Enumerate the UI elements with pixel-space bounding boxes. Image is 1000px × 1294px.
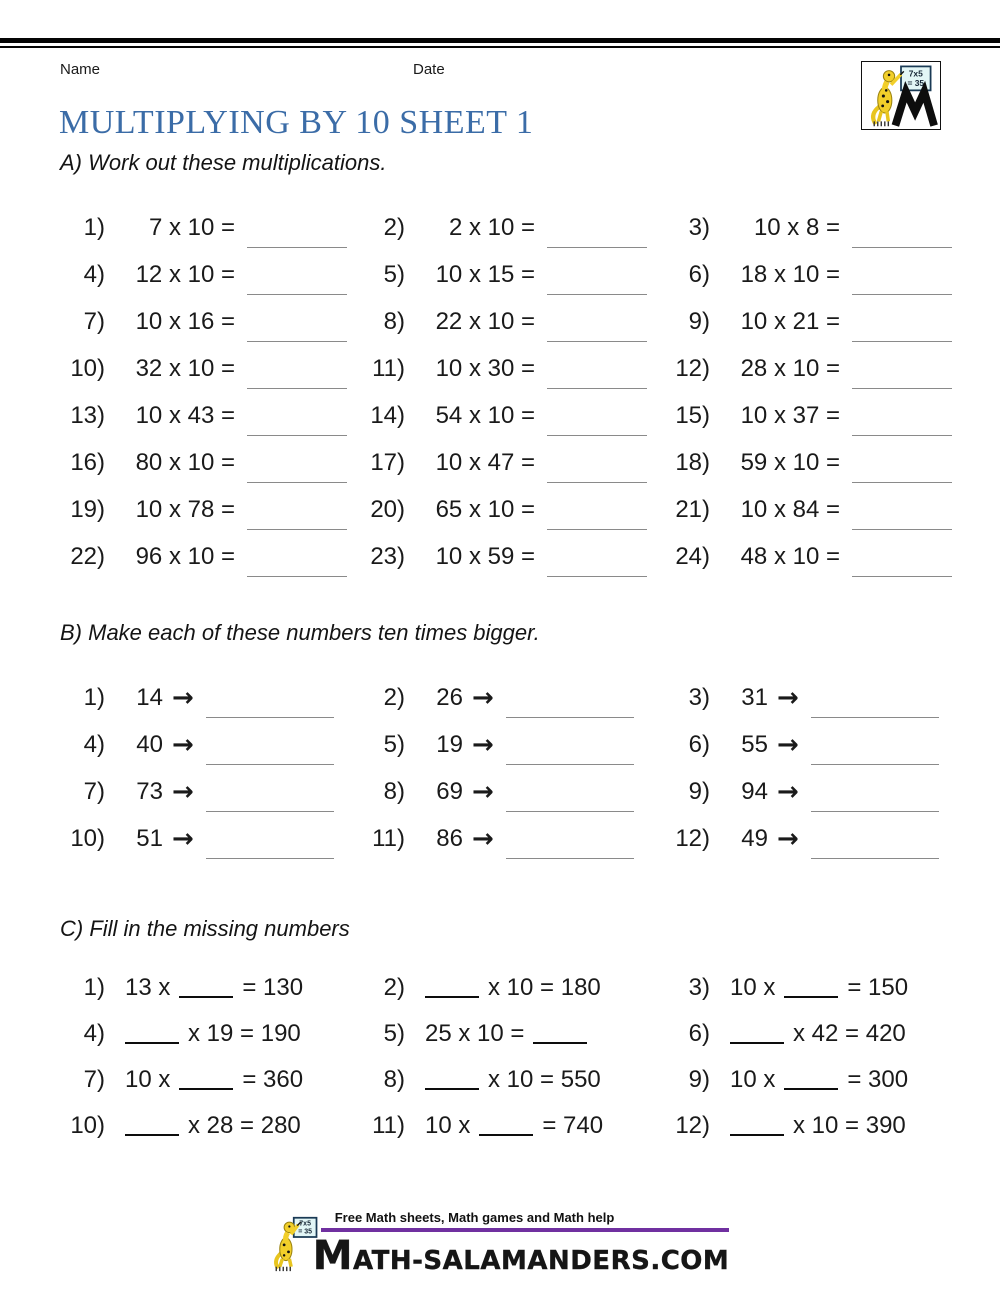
problem-expression: 10 x 37 =	[740, 401, 840, 429]
problem-post-text: x 10 = 180	[488, 974, 601, 1001]
salamander-logo-icon	[864, 65, 938, 127]
c-problem	[360, 1103, 665, 1149]
problem-number: 3)	[688, 974, 710, 1001]
problem-number: 11)	[372, 354, 405, 382]
problem-value: 31	[741, 683, 768, 711]
answer-blank	[811, 764, 939, 765]
problem-number: 9)	[688, 1066, 710, 1093]
missing-number-blank	[425, 996, 479, 998]
c-problem	[60, 1057, 360, 1103]
problem-expression: 65 x 10 =	[435, 495, 535, 523]
section-b-label: B) Make each of these numbers ten times bigger.	[60, 620, 540, 645]
footer-site-name: MATH-SALAMANDERS.COM	[312, 1232, 730, 1279]
footer-tagline: Free Math sheets, Math games and Math help	[334, 1210, 615, 1225]
answer-blank	[852, 576, 952, 577]
a-problem	[665, 251, 965, 298]
problem-number: 5)	[383, 730, 405, 758]
problem-post-text: x 10 = 390	[793, 1112, 906, 1139]
problem-expression: 54 x 10 =	[435, 401, 535, 429]
problem-number: 6)	[688, 730, 710, 758]
answer-blank	[547, 294, 647, 295]
problem-post-text: = 740	[542, 1112, 604, 1139]
problem-expression: 10 x 16 =	[135, 307, 235, 335]
b-problem	[60, 815, 360, 862]
problem-post-text: x 10 = 550	[488, 1066, 601, 1093]
problem-value: 19	[436, 730, 463, 758]
problem-number: 1)	[83, 213, 105, 241]
a-problem	[60, 486, 360, 533]
problem-expression: 10 x 21 =	[740, 307, 840, 335]
problem-number: 6)	[688, 1020, 710, 1047]
section-a-label: A) Work out these multiplications.	[60, 150, 387, 175]
b-problem	[665, 815, 965, 862]
c-problem	[360, 1011, 665, 1057]
problem-expression: 10 x 47 =	[435, 448, 535, 476]
answer-blank	[247, 247, 347, 248]
section-c-label: C) Fill in the missing numbers	[60, 916, 350, 941]
problem-number: 8)	[383, 307, 405, 335]
c-problem	[60, 1011, 360, 1057]
problem-post-text: x 19 = 190	[188, 1020, 301, 1047]
problem-number: 7)	[83, 307, 105, 335]
b-problem	[60, 768, 360, 815]
answer-blank	[547, 482, 647, 483]
answer-blank	[852, 341, 952, 342]
problem-number: 4)	[83, 730, 105, 758]
problem-number: 12)	[675, 824, 710, 852]
problem-post-text: x 42 = 420	[793, 1020, 906, 1047]
problem-expression: 10 x 15 =	[435, 260, 535, 288]
problem-number: 11)	[372, 1112, 405, 1139]
problem-number: 10)	[70, 1112, 105, 1139]
section-a-problems	[60, 204, 970, 580]
problem-value: 55	[741, 730, 768, 758]
problem-number: 18)	[675, 448, 710, 476]
problem-expression: 10 x 30 =	[435, 354, 535, 382]
top-rule-thin	[0, 46, 1000, 48]
problem-number: 14)	[370, 401, 405, 429]
c-problem	[360, 1057, 665, 1103]
answer-blank	[247, 435, 347, 436]
problem-number: 5)	[383, 260, 405, 288]
arrow-icon: →	[777, 823, 799, 854]
name-label: Name	[60, 61, 101, 78]
b-problem	[360, 768, 665, 815]
answer-blank	[206, 717, 334, 718]
answer-blank	[547, 341, 647, 342]
problem-number: 13)	[70, 401, 105, 429]
logo-board-line2: = 35	[907, 77, 925, 88]
b-problem	[60, 721, 360, 768]
answer-blank	[206, 858, 334, 859]
problem-number: 24)	[675, 542, 710, 570]
problem-number: 23)	[370, 542, 405, 570]
answer-blank	[247, 388, 347, 389]
problem-expression: 10 x 59 =	[435, 542, 535, 570]
arrow-icon: →	[172, 776, 194, 807]
answer-blank	[852, 294, 952, 295]
problem-value: 49	[741, 824, 768, 852]
missing-number-blank	[479, 1134, 533, 1136]
problem-number: 7)	[83, 1066, 105, 1093]
missing-number-blank	[425, 1088, 479, 1090]
problem-expression: 28 x 10 =	[740, 354, 840, 382]
problem-number: 2)	[383, 683, 405, 711]
problem-post-text: = 360	[242, 1066, 304, 1093]
a-problem	[665, 486, 965, 533]
arrow-icon: →	[472, 682, 494, 713]
answer-blank	[506, 717, 634, 718]
problem-expression: 80 x 10 =	[135, 448, 235, 476]
problem-number: 20)	[370, 495, 405, 523]
answer-blank	[247, 482, 347, 483]
problem-number: 5)	[383, 1020, 405, 1047]
missing-number-blank	[125, 1134, 179, 1136]
b-problem	[665, 768, 965, 815]
c-problem	[360, 965, 665, 1011]
missing-number-blank	[533, 1042, 587, 1044]
problem-expression: 48 x 10 =	[740, 542, 840, 570]
problem-pre-text: 10 x	[730, 974, 776, 1001]
answer-blank	[547, 529, 647, 530]
problem-expression: 96 x 10 =	[135, 542, 235, 570]
a-problem	[60, 345, 360, 392]
a-problem	[665, 533, 965, 580]
problem-number: 16)	[70, 448, 105, 476]
problem-post-text: = 300	[847, 1066, 909, 1093]
problem-pre-text: 10 x	[730, 1066, 776, 1093]
a-problem	[360, 204, 665, 251]
answer-blank	[811, 717, 939, 718]
b-problem	[360, 815, 665, 862]
problem-expression: 10 x 78 =	[135, 495, 235, 523]
problem-value: 94	[741, 777, 768, 805]
problem-value: 69	[436, 777, 463, 805]
answer-blank	[547, 576, 647, 577]
problem-value: 86	[436, 824, 463, 852]
problem-value: 26	[436, 683, 463, 711]
a-problem	[665, 298, 965, 345]
problem-expression: 10 x 43 =	[135, 401, 235, 429]
answer-blank	[852, 388, 952, 389]
footer-purple-rule	[321, 1228, 730, 1232]
problem-expression: 7 x 10 =	[148, 213, 235, 241]
problem-expression: 22 x 10 =	[435, 307, 535, 335]
problem-post-text: x 28 = 280	[188, 1112, 301, 1139]
problem-pre-text: 10 x	[425, 1112, 471, 1139]
arrow-icon: →	[172, 729, 194, 760]
problem-number: 9)	[688, 777, 710, 805]
footer-text-column	[312, 1210, 730, 1279]
problem-expression: 32 x 10 =	[135, 354, 235, 382]
problem-number: 3)	[688, 213, 710, 241]
arrow-icon: →	[777, 776, 799, 807]
problem-value: 40	[136, 730, 163, 758]
answer-blank	[811, 811, 939, 812]
problem-pre-text: 10 x	[125, 1066, 171, 1093]
missing-number-blank	[179, 1088, 233, 1090]
c-problem	[665, 1011, 965, 1057]
problem-number: 1)	[83, 974, 105, 1001]
problem-number: 4)	[83, 1020, 105, 1047]
arrow-icon: →	[472, 823, 494, 854]
problem-post-text: = 130	[242, 974, 304, 1001]
a-problem	[360, 345, 665, 392]
answer-blank	[852, 529, 952, 530]
b-problem	[665, 721, 965, 768]
a-problem	[360, 392, 665, 439]
problem-number: 21)	[675, 495, 710, 523]
answer-blank	[247, 576, 347, 577]
section-b-problems	[60, 674, 970, 862]
answer-blank	[247, 341, 347, 342]
c-problem	[665, 965, 965, 1011]
a-problem	[360, 486, 665, 533]
a-problem	[60, 533, 360, 580]
header-logo-box	[861, 61, 941, 130]
problem-number: 2)	[383, 974, 405, 1001]
arrow-icon: →	[172, 682, 194, 713]
a-problem	[360, 439, 665, 486]
answer-blank	[206, 811, 334, 812]
c-problem	[665, 1057, 965, 1103]
arrow-icon: →	[472, 729, 494, 760]
b-problem	[665, 674, 965, 721]
a-problem	[360, 533, 665, 580]
top-rule-thick	[0, 38, 1000, 43]
problem-pre-text: 13 x	[125, 974, 171, 1001]
answer-blank	[547, 435, 647, 436]
missing-number-blank	[784, 996, 838, 998]
problem-value: 51	[136, 824, 163, 852]
problem-number: 22)	[70, 542, 105, 570]
problem-number: 6)	[688, 260, 710, 288]
answer-blank	[547, 388, 647, 389]
missing-number-blank	[730, 1134, 784, 1136]
a-problem	[665, 392, 965, 439]
problem-number: 3)	[688, 683, 710, 711]
answer-blank	[506, 811, 634, 812]
arrow-icon: →	[472, 776, 494, 807]
b-problem	[360, 721, 665, 768]
answer-blank	[247, 294, 347, 295]
a-problem	[360, 298, 665, 345]
answer-blank	[852, 247, 952, 248]
arrow-icon: →	[172, 823, 194, 854]
problem-expression: 10 x 8 =	[753, 213, 840, 241]
missing-number-blank	[179, 996, 233, 998]
problem-number: 19)	[70, 495, 105, 523]
footer-board-line2: = 35	[297, 1228, 312, 1236]
b-problem	[60, 674, 360, 721]
problem-number: 9)	[688, 307, 710, 335]
problem-number: 7)	[83, 777, 105, 805]
problem-number: 4)	[83, 260, 105, 288]
b-problem	[360, 674, 665, 721]
a-problem	[360, 251, 665, 298]
problem-number: 8)	[383, 1066, 405, 1093]
missing-number-blank	[125, 1042, 179, 1044]
problem-expression: 2 x 10 =	[448, 213, 535, 241]
a-problem	[60, 204, 360, 251]
problem-number: 17)	[370, 448, 405, 476]
answer-blank	[852, 482, 952, 483]
problem-number: 8)	[383, 777, 405, 805]
a-problem	[665, 204, 965, 251]
problem-number: 1)	[83, 683, 105, 711]
problem-expression: 59 x 10 =	[740, 448, 840, 476]
problem-expression: 18 x 10 =	[740, 260, 840, 288]
problem-number: 10)	[70, 354, 105, 382]
problem-number: 12)	[675, 354, 710, 382]
a-problem	[665, 345, 965, 392]
c-problem	[60, 1103, 360, 1149]
footer-board-line1: 7x5	[299, 1220, 311, 1228]
c-problem	[60, 965, 360, 1011]
answer-blank	[811, 858, 939, 859]
problem-number: 10)	[70, 824, 105, 852]
footer	[0, 1210, 1000, 1279]
problem-pre-text: 25 x 10 =	[425, 1020, 525, 1047]
arrow-icon: →	[777, 729, 799, 760]
answer-blank	[506, 764, 634, 765]
a-problem	[60, 392, 360, 439]
problem-expression: 12 x 10 =	[135, 260, 235, 288]
problem-post-text: = 150	[847, 974, 909, 1001]
answer-blank	[206, 764, 334, 765]
problem-number: 2)	[383, 213, 405, 241]
logo-board-line1: 7x5	[908, 67, 923, 78]
page-title: MULTIPLYING BY 10 SHEET 1	[59, 104, 534, 141]
answer-blank	[247, 529, 347, 530]
problem-value: 73	[136, 777, 163, 805]
a-problem	[60, 251, 360, 298]
problem-number: 11)	[372, 824, 405, 852]
problem-number: 12)	[675, 1112, 710, 1139]
arrow-icon: →	[777, 682, 799, 713]
problem-number: 15)	[675, 401, 710, 429]
answer-blank	[506, 858, 634, 859]
a-problem	[60, 439, 360, 486]
a-problem	[665, 439, 965, 486]
missing-number-blank	[784, 1088, 838, 1090]
date-label: Date	[413, 61, 445, 78]
c-problem	[665, 1103, 965, 1149]
answer-blank	[852, 435, 952, 436]
missing-number-blank	[730, 1042, 784, 1044]
section-c-problems	[60, 965, 970, 1149]
problem-value: 14	[136, 683, 163, 711]
a-problem	[60, 298, 360, 345]
problem-expression: 10 x 84 =	[740, 495, 840, 523]
answer-blank	[547, 247, 647, 248]
